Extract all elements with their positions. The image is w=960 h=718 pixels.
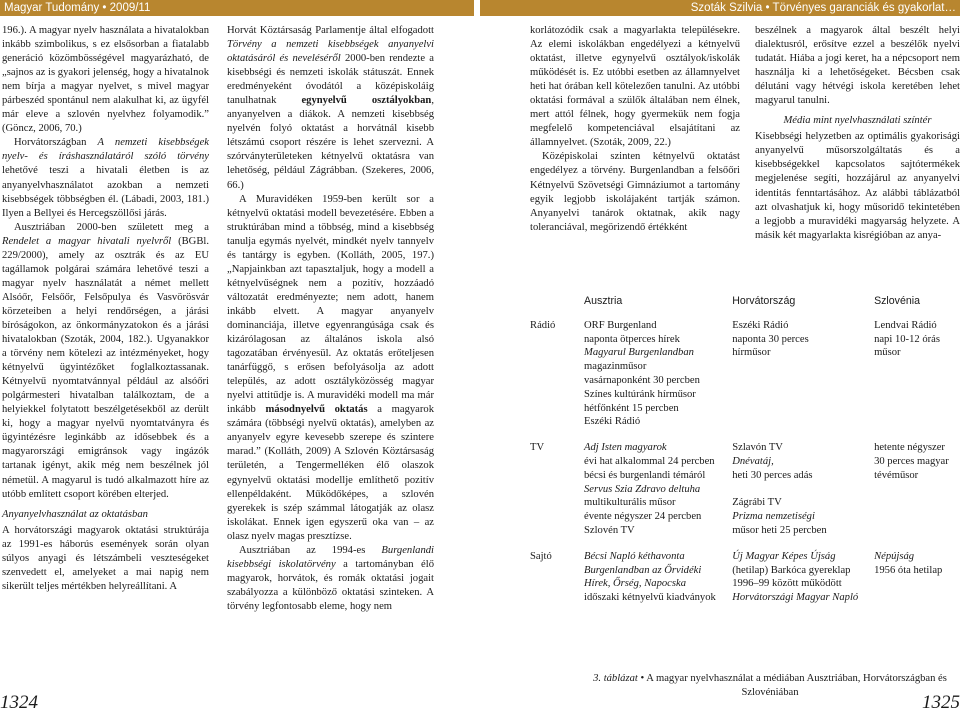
table-cell	[732, 319, 874, 441]
text-run: (BGBl. 229/2000), amely az osztrák és az EU tagállamok polgárai számára lehetővé teszi a magyar nyelv használatát a német mellett Alsóőr, Felsőőr, Felsőpulya és Vasvörösvár körzeteiben a helyi rendőrségen, a járási bíróságokon, az önkormányzatokon és a járási hivatalokban (Szoták, 2004, 182.). Ugyanakkor a törvény nem kötelezi az intézményeket, hogy kétnyelvű ügyintézőket foglalkoztassanak. Kétnyelvű nyomtatvánnyal például az alsóőri polgármesteri hivatalban találkoztam, de a helyiekkel folytatott beszélgetésekből az derült ki, hogy a magyar nyelvű nyomtatványra és ügyintézésre leginkább az idősebbek és a magyarországi emigránsok vagy ingázók tartanak igényt, akik még nem beszélnek jól németül. A magyarul is tudó alkalmazott híre az utóbb említett csoport körében elterjed.	[2, 235, 209, 500]
cell-line: vasárnaponként 30 percben	[584, 374, 700, 386]
cell-line: naponta ötperces hírek	[584, 333, 680, 345]
row-label: Sajtó	[530, 550, 552, 562]
cell-line: Színes kultúránk hírműsor	[584, 388, 696, 400]
cell-line: heti 30 perces adás	[732, 469, 813, 481]
column-2	[227, 24, 434, 614]
cell-line: Új Magyar Képes Újság	[732, 550, 836, 562]
emphasis: másodnyelvű oktatás	[265, 404, 368, 416]
row-label: TV	[530, 442, 545, 454]
law-title: Törvény a nemzeti kisebbségek anyanyelvi oktatásáról és neveléséről	[227, 39, 434, 65]
cell-line: Lendvai Rádió	[874, 319, 937, 331]
cell-line: Magyarul Burgenlandban	[584, 347, 694, 359]
cell-line: Eszéki Rádió	[732, 319, 789, 331]
paragraph: A horvátországi magyarok oktatási struktúrája az 1991-es háborús események során olyan súlyos anyagi és létszámbeli veszteségeket szenvedett el, amelyeket a mai napig nem sikerült teljes mértékben helyreállítani. A	[2, 524, 209, 592]
cell-line: műsor	[874, 347, 901, 359]
page-number-left: 1324	[0, 692, 38, 713]
paragraph: Középiskolai szinten kétnyelvű oktatást engedélyez a törvény. Burgenlandban a felsőőri Kétnyelvű Szövetségi Gimnáziumot a tartomány egyik legjobb iskolájaként tartják számon. Anyanyelvi tanárok oktatnak, akik nagy toleranciával, megörizendő értékként	[530, 151, 740, 233]
table-cell	[732, 550, 874, 617]
text-run: a tartományban élő magyarok, horvátok, és romák oktatási jogait szabályozza a különböző oktatási szinteken. A törvény legfontosabb eleme, hogy nem	[227, 558, 434, 612]
table-row	[530, 319, 960, 441]
law-title: Burgenlandi kisebbségi iskolatörvény	[227, 544, 434, 570]
cell-line: évi hat alkalommal 24 percben	[584, 455, 715, 467]
table-caption	[580, 672, 960, 700]
text-run: a magyarok számára (többségi nyelvű oktatás), amelyben az anyanyelv egyre kevesebb szerepe és szintere marad.” (Kolláth, 2009) A Szlovén Köztársaság területén, a Tengermelléken élő olaszok egynyelvű oktatási modellje említhető pozitív ellenpéldaként. Működőképes, a szlovén gyerekek is szép számmal látogatják az olasz iskolákat. Ennek igen egyszerű oka van – az olasz nyelv magas presztízse.	[227, 404, 435, 542]
law-title: Rendelet a magyar hivatali nyelvről	[2, 235, 172, 247]
table-cell	[732, 441, 874, 550]
table-row	[530, 550, 960, 617]
table-header-cell	[530, 295, 584, 319]
table-header-cell: Szlovénia	[874, 295, 920, 307]
paragraph: korlátozódik csak a magyarlakta településekre. Az elemi iskolákban engedélyezi a kétnyelvű oktatást, illetve egynyelvű osztályok/iskolák működését is. Ez utóbbi esetben az államnyelvet heti hat órában kell kötelezően tanulni. Az utóbbi oktatási formával a szülők általában nem élnek, mert attól félnek, hogy gyermekük nem fogja megfelelő kompetenciával elsajátítani az államnyelvet. (Szoták, 2009, 22.)	[530, 25, 740, 149]
text-run: A Muravidéken 1959-ben került sor a kétnyelvű oktatási modell bevezetésére. Ebben a struktúrában mind a többség, mind a kisebbség tanulja egymás nyelvét, mindkét nyelv tannyelv és tantárgy is egyben. (Kolláth, 2005, 197.) „Napjainkban azt tapasztaljuk, hogy a modell a kétnyelvűségnek nem a pozitív, hozzáadó változatát eredményezte; nem adott, hanem inkább elvett. A magyar anyanyelv dominanciája, illetve egyenrangúsága csak és kizárólagosan az általános iskola alsó tagozatában érvényesül. Az oktatás erőteljesen tanárfüggő, s erősen befolyásolja az adott település, az adott osztályközösség magyar nyelvi attitűdje is. A muravidéki modell ma már inkább	[227, 193, 434, 416]
cell-line: Prizma nemzetiségi	[732, 511, 815, 523]
section-heading: Média mint nyelvhasználati színtér	[783, 115, 932, 127]
cell-line: tévéműsor	[874, 469, 919, 481]
cell-line: Adj Isten magyarok	[584, 442, 667, 454]
paragraph	[227, 193, 434, 544]
cell-line: évente négyszer 24 percben	[584, 511, 702, 523]
paragraph	[2, 136, 209, 220]
table-cell	[584, 319, 732, 441]
cell-line: Bécsi Napló kéthavonta	[584, 550, 685, 562]
text-run: lehetővé teszi a hivatali életben is az anyanyelvhasználatot azokban a nemzeti kisebbségek többségben él. (Lábadi, 2003, 181.) Ilyen a Bellyei és Hercegszöllősi járás.	[2, 165, 209, 219]
cell-line: műsor heti 25 percben	[732, 524, 827, 536]
table-cell	[874, 550, 960, 617]
caption-text: • A magyar nyelvhasználat a médiában Ausztriában, Horvátországban és Szlovéniában	[637, 673, 947, 698]
header-right: Szoták Szilvia • Törvényes garanciák és gyakorlat…	[480, 0, 960, 16]
emphasis: egynyelvű osztályokban	[301, 95, 432, 107]
cell-line: Dnévatáj,	[732, 455, 774, 467]
law-title: A nemzeti kisebbségek nyelv- és íráshasználatáról szóló törvény	[2, 137, 209, 163]
cell-line: (hetilap) Barkóca gyereklap	[732, 564, 851, 576]
text-run: 2000-ben rendezte a kisebbségi és nemzeti iskolák státuszát. Ennek eredményeként óvodától a középiskoláig tanulhatnak	[227, 53, 434, 107]
cell-line: hétfőnként 15 percben	[584, 402, 679, 414]
cell-line: naponta 30 perces	[732, 333, 809, 345]
cell-line: Zágrábi TV	[732, 497, 782, 509]
page-number-right: 1325	[922, 692, 960, 713]
table-header-row	[530, 295, 960, 319]
cell-line: 1996–99 között működött	[732, 578, 842, 590]
cell-line	[732, 483, 870, 497]
running-header	[0, 0, 960, 16]
cell-line: ORF Burgenland	[584, 319, 657, 331]
cell-line: hírműsor	[732, 347, 771, 359]
caption-number: 3. táblázat	[593, 673, 638, 684]
paragraph: 196.). A magyar nyelv használata a hivatalokban inkább szimbolikus, s ez elsősorban a fiatalabb generáció közömbösségével magyarázható, de „sajnos az is gyakori jelenség, hogy a hivatalnok nem bírja a magyar nyelvet, s mivel magyar párbeszéd spontánul nem alakulhat ki, az ügyfél már eleve a szlovén nyelvhez folyamodik.” (Göncz, 2006, 70.)	[2, 25, 209, 135]
cell-line: időszaki kétnyelvű kiadványok	[584, 592, 716, 604]
cell-line: hetente négyszer	[874, 442, 945, 454]
table-cell	[874, 441, 960, 550]
text-run: Horvát Köztársaság Parlamentje által elfogadott	[227, 25, 434, 36]
column-4	[755, 24, 960, 243]
text-run: Ausztriában 2000-ben született meg a	[14, 221, 209, 233]
cell-line: Servus Szia Zdravo deltuha	[584, 483, 701, 495]
cell-line: 1956 óta hetilap	[874, 564, 943, 576]
paragraph	[227, 24, 434, 193]
text-run: Horvátországban	[14, 137, 98, 149]
table-header-cell: Horvátország	[732, 295, 796, 307]
column-1	[2, 24, 209, 594]
column-3	[530, 24, 740, 235]
paragraph: Kisebbségi helyzetben az optimális gyakorisági anyanyelvű műsorszolgáltatás és a kisebbségekkel kapcsolatos sajtótermékek megjelenése segíti, hozzájárul az anyanyelvi identitás fenntartásához. Az alábbi táblázatból azt olvashatjuk ki, hogy műsoridő tekintetében a legjobb a muravidéki magyarság helyzete. A másik két magyarlakta kisrégióban az anya-	[755, 131, 960, 241]
cell-line: bécsi és burgenlandi témáról	[584, 469, 706, 481]
table-cell	[874, 319, 960, 441]
table-cell	[584, 550, 732, 617]
cell-line: Eszéki Rádió	[584, 416, 641, 428]
text-run: Ausztriában az 1994-es	[239, 544, 382, 556]
cell-line: 30 perces magyar	[874, 455, 949, 467]
table-row	[530, 441, 960, 550]
cell-line: Hírek, Őrség, Napocska	[584, 578, 686, 590]
text-run: , anyanyelven a diákok. A nemzeti kisebbség nyelvén folyó oktatást a horvátnál kisebb létszámú csoport részére is lehet szervezni. A szórványterületeken kétnyelvű oktatásra van lehetőség, például Zágrábban. (Szekeres, 2006, 66.)	[227, 95, 434, 191]
cell-line: napi 10-12 órás	[874, 333, 940, 345]
paragraph: beszélnek a magyarok által beszélt helyi dialektusról, erősítve ezzel a beszélők nyelvi tudatát. Hiába a jogi keret, ha a népcsoport nem használja ki a lehetőségeket. Bécsben csak délutáni vagy hétvégi iskola keretében lehet magyarul tanulni.	[755, 25, 960, 107]
table-cell	[584, 441, 732, 550]
cell-line: Népújság	[874, 550, 915, 562]
paragraph	[2, 221, 209, 502]
paragraph	[227, 544, 434, 614]
section-heading: Anyanyelvhasználat az oktatásban	[2, 508, 148, 520]
header-left: Magyar Tudomány • 2009/11	[0, 0, 474, 16]
cell-line: multikulturális műsor	[584, 497, 676, 509]
media-table	[530, 295, 960, 617]
cell-line: Szlovén TV	[584, 524, 635, 536]
cell-line: Szlavón TV	[732, 442, 783, 454]
row-label: Rádió	[530, 319, 556, 331]
cell-line: magazinműsor	[584, 361, 647, 373]
cell-line: Horvátországi Magyar Napló	[732, 592, 859, 604]
table-header-cell: Ausztria	[584, 295, 623, 307]
cell-line: Burgenlandban az Őrvidéki	[584, 564, 702, 576]
